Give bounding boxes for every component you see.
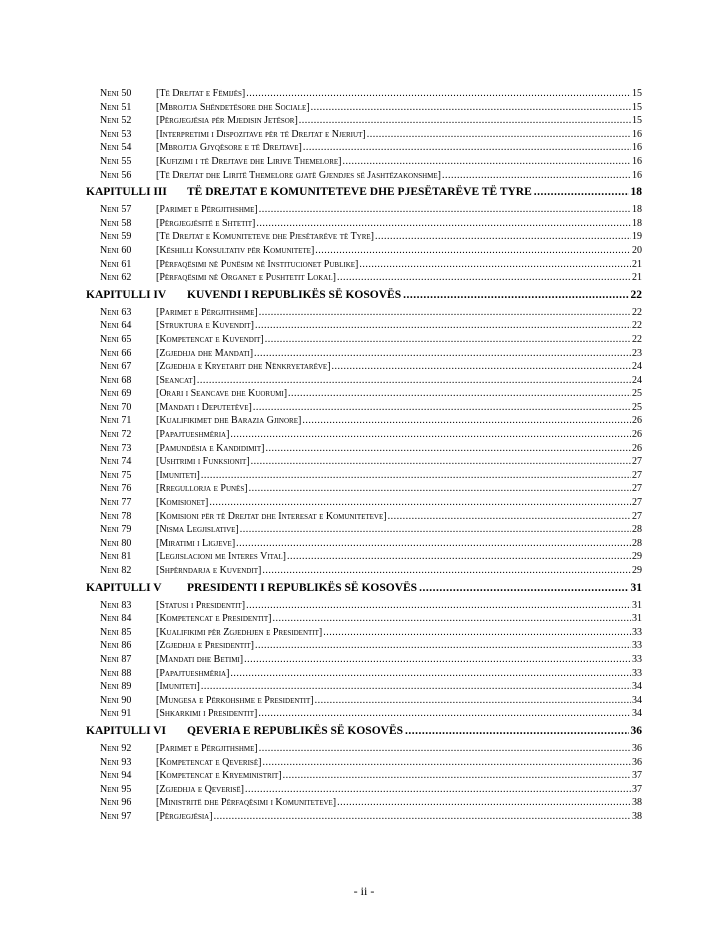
article-title: [Të Drejtat e Komuniteteve dhe Pjesëtarëve të Tyre] <box>156 231 375 243</box>
page-reference: 20 <box>632 244 642 256</box>
page-reference: 33 <box>632 640 642 652</box>
chapter-title: QEVERIA E REPUBLIKËS SË KOSOVËS <box>187 724 404 737</box>
article-number: Neni 94 <box>100 770 132 782</box>
chapter-number: KAPITULLI III <box>86 186 167 199</box>
dot-leader <box>403 288 628 303</box>
toc-article-entry[interactable] <box>86 810 642 824</box>
article-title: [Mbrojtja Shëndetësore dhe Sociale] <box>156 101 310 113</box>
article-number: Neni 78 <box>100 510 132 522</box>
article-title: [Orari i Seancave dhe Kuorumi] <box>156 388 288 400</box>
article-number: Neni 68 <box>100 374 132 386</box>
article-number: Neni 70 <box>100 401 132 413</box>
article-number: Neni 84 <box>100 613 132 625</box>
dot-leader <box>259 742 631 756</box>
toc-article-entry[interactable] <box>86 128 642 142</box>
page-reference: 28 <box>632 537 642 549</box>
article-number: Neni 97 <box>100 810 132 822</box>
article-title: [Mandati i Deputetëve] <box>156 401 252 413</box>
article-title: [Zgjedhja e Qeverisë] <box>156 783 244 795</box>
page-reference: 18 <box>630 186 642 199</box>
article-title: [Kualifikimet dhe Barazia Gjinore] <box>156 415 302 427</box>
dot-leader <box>230 667 631 681</box>
article-title: [Kompetencat e Kuvendit] <box>156 333 264 345</box>
dot-leader <box>323 626 631 640</box>
dot-leader <box>299 114 631 128</box>
toc-article-entry[interactable] <box>86 537 642 551</box>
article-title: [Imuniteti] <box>156 681 200 693</box>
chapter-number: KAPITULLI IV <box>86 288 167 301</box>
dot-leader <box>343 155 632 169</box>
page-reference: 25 <box>632 388 642 400</box>
page-reference: 27 <box>632 469 642 481</box>
article-number: Neni 89 <box>100 681 132 693</box>
article-title: [Përfaqësimi në Punësim në Institucionet Publike] <box>156 258 359 270</box>
page-reference: 22 <box>632 333 642 345</box>
page-reference: 18 <box>632 204 642 216</box>
page-reference: 36 <box>630 724 642 737</box>
dot-leader <box>283 769 631 783</box>
article-title: [Papajtueshmëria] <box>156 667 230 679</box>
toc-article-entry[interactable] <box>86 612 642 626</box>
chapter-title: KUVENDI I REPUBLIKËS SË KOSOVËS <box>187 288 402 301</box>
toc-article-entry[interactable] <box>86 742 642 756</box>
article-number: Neni 90 <box>100 694 132 706</box>
article-number: Neni 65 <box>100 333 132 345</box>
toc-article-entry[interactable] <box>86 101 642 115</box>
page-reference: 16 <box>632 128 642 140</box>
page-reference: 15 <box>632 115 642 127</box>
dot-leader <box>337 796 631 810</box>
toc-article-entry[interactable] <box>86 401 642 415</box>
page-reference: 33 <box>632 653 642 665</box>
article-title: [Zgjedhja dhe Mandati] <box>156 347 254 359</box>
toc-article-entry[interactable] <box>86 469 642 483</box>
article-number: Neni 51 <box>100 101 132 113</box>
page-reference: 16 <box>632 169 642 181</box>
page-reference: 29 <box>632 565 642 576</box>
article-number: Neni 53 <box>100 128 132 140</box>
page-reference: 33 <box>632 626 642 638</box>
article-number: Neni 69 <box>100 388 132 400</box>
toc-article-entry[interactable] <box>86 387 642 401</box>
dot-leader <box>251 455 631 469</box>
table-of-contents <box>86 87 642 824</box>
article-number: Neni 63 <box>100 306 132 318</box>
toc-article-entry[interactable] <box>86 360 642 374</box>
article-number: Neni 93 <box>100 756 132 768</box>
article-number: Neni 82 <box>100 565 132 576</box>
article-title: [Statusi i Presidentit] <box>156 599 246 611</box>
dot-leader <box>255 639 631 653</box>
article-number: Neni 83 <box>100 599 132 611</box>
page-reference: 27 <box>632 483 642 495</box>
article-number: Neni 95 <box>100 783 132 795</box>
page-number-footer <box>0 884 728 899</box>
article-number: Neni 67 <box>100 361 132 373</box>
article-number: Neni 58 <box>100 217 132 229</box>
toc-article-entry[interactable] <box>86 680 642 694</box>
page-reference: 26 <box>632 429 642 441</box>
article-title: [Përfaqësimi në Organet e Pushtetit Lokal] <box>156 272 336 284</box>
article-title: [Nisma Legjislative] <box>156 524 239 536</box>
article-title: [Të Drejtat e Fëmijës] <box>156 88 246 99</box>
dot-leader <box>254 347 631 361</box>
article-title: [Seancat] <box>156 374 196 386</box>
toc-article-entry[interactable] <box>86 428 642 442</box>
article-number: Neni 54 <box>100 142 132 154</box>
page-reference: 37 <box>632 783 642 795</box>
article-number: Neni 73 <box>100 442 132 454</box>
article-number: Neni 62 <box>100 272 132 284</box>
dot-leader <box>214 810 631 824</box>
article-title: [Shpërndarja e Kuvendit] <box>156 565 262 576</box>
dot-leader <box>246 599 631 613</box>
page-reference: 31 <box>632 613 642 625</box>
page-reference: 24 <box>632 361 642 373</box>
dot-leader <box>442 169 631 183</box>
page-number: - ii - <box>353 884 375 898</box>
toc-article-entry[interactable] <box>86 258 642 272</box>
article-title: [Kufizimi i të Drejtave dhe Lirive Themelore] <box>156 155 342 167</box>
page-reference: 18 <box>632 217 642 229</box>
article-number: Neni 92 <box>100 742 132 754</box>
page-reference: 27 <box>632 456 642 468</box>
article-title: [Zgjedhja e Kryetarit dhe Nënkryetarëve] <box>156 361 331 373</box>
dot-leader <box>332 360 631 374</box>
chapter-number: KAPITULLI VI <box>86 724 166 737</box>
article-title: [Të Drejtat dhe Liritë Themelore gjatë Gjendjes së Jashtëzakonshme] <box>156 169 442 181</box>
toc-article-entry[interactable] <box>86 482 642 496</box>
page-reference: 34 <box>632 708 642 720</box>
article-title: [Interpretimi i Dispozitave për të Drejtat e Njeriut] <box>156 128 366 140</box>
dot-leader <box>259 306 631 320</box>
dot-leader <box>405 724 628 739</box>
dot-leader <box>534 185 629 200</box>
dot-leader <box>255 319 631 333</box>
article-title: [Komisioni për të Drejtat dhe Interesat e Komuniteteve] <box>156 510 387 522</box>
toc-article-entry[interactable] <box>86 694 642 708</box>
article-number: Neni 59 <box>100 231 132 243</box>
article-number: Neni 50 <box>100 88 132 99</box>
dot-leader <box>375 230 631 244</box>
toc-chapter-entry[interactable] <box>86 288 642 303</box>
article-number: Neni 85 <box>100 626 132 638</box>
page-reference: 29 <box>632 551 642 563</box>
article-number: Neni 61 <box>100 258 132 270</box>
toc-article-entry[interactable] <box>86 333 642 347</box>
article-number: Neni 52 <box>100 115 132 127</box>
dot-leader <box>201 680 631 694</box>
article-title: [Mandati dhe Betimi] <box>156 653 244 665</box>
article-number: Neni 55 <box>100 155 132 167</box>
dot-leader <box>258 707 631 721</box>
article-title: [Papajtueshmëria] <box>156 429 230 441</box>
dot-leader <box>236 537 631 551</box>
article-number: Neni 60 <box>100 244 132 256</box>
article-number: Neni 87 <box>100 653 132 665</box>
article-number: Neni 77 <box>100 497 132 509</box>
article-number: Neni 75 <box>100 469 132 481</box>
page-reference: 34 <box>632 694 642 706</box>
page-reference: 16 <box>632 142 642 154</box>
toc-article-entry[interactable] <box>86 783 642 797</box>
page-reference: 27 <box>632 497 642 509</box>
article-title: [Miratimi i Ligjeve] <box>156 537 236 549</box>
page-reference: 22 <box>630 288 642 301</box>
page-reference: 27 <box>632 510 642 522</box>
page-reference: 26 <box>632 442 642 454</box>
dot-leader <box>197 374 631 388</box>
toc-article-entry[interactable] <box>86 87 642 101</box>
toc-article-entry[interactable] <box>86 347 642 361</box>
article-number: Neni 88 <box>100 667 132 679</box>
dot-leader <box>311 101 631 115</box>
toc-article-entry[interactable] <box>86 550 642 564</box>
page-reference: 24 <box>632 374 642 386</box>
article-title: [Zgjedhja e Presidentit] <box>156 640 254 652</box>
chapter-title: PRESIDENTI I REPUBLIKËS SË KOSOVËS <box>187 581 418 594</box>
article-title: [Përgjegjësitë e Shtetit] <box>156 217 256 229</box>
dot-leader <box>201 469 631 483</box>
toc-article-entry[interactable] <box>86 667 642 681</box>
dot-leader <box>303 141 631 155</box>
page-reference: 33 <box>632 667 642 679</box>
toc-article-entry[interactable] <box>86 230 642 244</box>
article-number: Neni 80 <box>100 537 132 549</box>
article-title: [Legjislacioni me Interes Vital] <box>156 551 287 563</box>
chapter-number: KAPITULLI V <box>86 581 162 594</box>
dot-leader <box>288 387 631 401</box>
dot-leader <box>367 128 631 142</box>
article-title: [Kompetencat e Presidentit] <box>156 613 272 625</box>
article-title: [Komisionet] <box>156 497 209 509</box>
dot-leader <box>315 694 631 708</box>
article-title: [Përgjegjësia] <box>156 810 213 822</box>
page-reference: 36 <box>632 756 642 768</box>
dot-leader <box>249 482 631 496</box>
article-number: Neni 71 <box>100 415 132 427</box>
dot-leader <box>315 244 631 258</box>
toc-article-entry[interactable] <box>86 769 642 783</box>
article-title: [Parimet e Përgjithshme] <box>156 204 258 216</box>
dot-leader <box>256 217 631 231</box>
toc-article-entry[interactable] <box>86 414 642 428</box>
article-number: Neni 91 <box>100 708 132 720</box>
article-title: [Struktura e Kuvendit] <box>156 320 254 332</box>
article-title: [Ministritë dhe Përfaqësimi i Komuniteteve] <box>156 797 337 809</box>
article-title: [Përgjegjësia për Mjedisin Jetësor] <box>156 115 298 127</box>
dot-leader <box>259 203 631 217</box>
page-reference: 34 <box>632 681 642 693</box>
page-reference: 16 <box>632 155 642 167</box>
toc-chapter-entry[interactable] <box>86 724 642 739</box>
page-reference: 31 <box>632 599 642 611</box>
article-title: [Mungesa e Përkohshme e Presidentit] <box>156 694 314 706</box>
toc-article-entry[interactable] <box>86 217 642 231</box>
article-number: Neni 72 <box>100 429 132 441</box>
toc-article-entry[interactable] <box>86 564 642 578</box>
dot-leader <box>419 581 628 596</box>
page-reference: 36 <box>632 742 642 754</box>
dot-leader <box>246 87 631 101</box>
page-reference: 19 <box>632 231 642 243</box>
page-reference: 23 <box>632 347 642 359</box>
page-reference: 21 <box>632 258 642 270</box>
article-number: Neni 64 <box>100 320 132 332</box>
article-number: Neni 86 <box>100 640 132 652</box>
dot-leader <box>265 442 631 456</box>
dot-leader <box>265 333 631 347</box>
dot-leader <box>287 550 631 564</box>
article-title: [Këshilli Konsultativ për Komunitete] <box>156 244 315 256</box>
toc-article-entry[interactable] <box>86 244 642 258</box>
dot-leader <box>272 612 631 626</box>
article-title: [Shkarkimi i Presidentit] <box>156 708 258 720</box>
toc-article-entry[interactable] <box>86 707 642 721</box>
article-number: Neni 66 <box>100 347 132 359</box>
page-reference: 15 <box>632 101 642 113</box>
dot-leader <box>337 271 631 285</box>
toc-chapter-entry[interactable] <box>86 185 642 200</box>
article-title: [Kualifikimi për Zgjedhjen e Presidentit] <box>156 626 323 638</box>
toc-article-entry[interactable] <box>86 169 642 183</box>
page-reference: 37 <box>632 770 642 782</box>
dot-leader <box>388 510 631 524</box>
page-reference: 26 <box>632 415 642 427</box>
toc-article-entry[interactable] <box>86 155 642 169</box>
dot-leader <box>245 783 631 797</box>
dot-leader <box>359 258 631 272</box>
dot-leader <box>230 428 631 442</box>
article-number: Neni 74 <box>100 456 132 468</box>
toc-article-entry[interactable] <box>86 626 642 640</box>
dot-leader <box>302 414 631 428</box>
article-number: Neni 79 <box>100 524 132 536</box>
toc-article-entry[interactable] <box>86 599 642 613</box>
article-title: [Kompetencat e Qeverisë] <box>156 756 262 768</box>
dot-leader <box>244 653 631 667</box>
article-title: [Pamundësia e Kandidimit] <box>156 442 265 454</box>
article-title: [Parimet e Përgjithshme] <box>156 742 258 754</box>
dot-leader <box>253 401 631 415</box>
article-title: [Ushtrimi i Funksionit] <box>156 456 250 468</box>
page-reference: 38 <box>632 810 642 822</box>
article-number: Neni 81 <box>100 551 132 563</box>
page-reference: 38 <box>632 797 642 809</box>
page-reference: 31 <box>630 581 642 594</box>
article-title: [Parimet e Përgjithshme] <box>156 306 258 318</box>
article-number: Neni 96 <box>100 797 132 809</box>
chapter-title: TË DREJTAT E KOMUNITETEVE DHE PJESËTARËVE TË TYRE <box>187 186 532 199</box>
dot-leader <box>209 496 631 510</box>
toc-article-entry[interactable] <box>86 523 642 537</box>
page-reference: 28 <box>632 524 642 536</box>
toc-article-entry[interactable] <box>86 114 642 128</box>
dot-leader <box>240 523 631 537</box>
toc-chapter-entry[interactable] <box>86 581 642 596</box>
toc-article-entry[interactable] <box>86 141 642 155</box>
toc-article-entry[interactable] <box>86 271 642 285</box>
article-title: [Mbrojtja Gjyqësore e të Drejtave] <box>156 142 302 154</box>
toc-article-entry[interactable] <box>86 455 642 469</box>
article-number: Neni 57 <box>100 204 132 216</box>
toc-article-entry[interactable] <box>86 639 642 653</box>
dot-leader <box>262 756 631 770</box>
dot-leader <box>262 564 631 578</box>
article-title: [Imuniteti] <box>156 469 200 481</box>
toc-article-entry[interactable] <box>86 203 642 217</box>
toc-article-entry[interactable] <box>86 496 642 510</box>
toc-article-entry[interactable] <box>86 796 642 810</box>
page-reference: 22 <box>632 320 642 332</box>
page-reference: 15 <box>632 88 642 99</box>
article-number: Neni 56 <box>100 169 132 181</box>
toc-article-entry[interactable] <box>86 442 642 456</box>
toc-article-entry[interactable] <box>86 319 642 333</box>
article-number: Neni 76 <box>100 483 132 495</box>
toc-article-entry[interactable] <box>86 756 642 770</box>
toc-article-entry[interactable] <box>86 653 642 667</box>
page-reference: 25 <box>632 401 642 413</box>
page-reference: 21 <box>632 272 642 284</box>
article-title: [Rregullorja e Punës] <box>156 483 248 495</box>
article-title: [Kompetencat e Kryeministrit] <box>156 770 282 782</box>
toc-article-entry[interactable] <box>86 306 642 320</box>
toc-article-entry[interactable] <box>86 510 642 524</box>
toc-article-entry[interactable] <box>86 374 642 388</box>
page-reference: 22 <box>632 306 642 318</box>
